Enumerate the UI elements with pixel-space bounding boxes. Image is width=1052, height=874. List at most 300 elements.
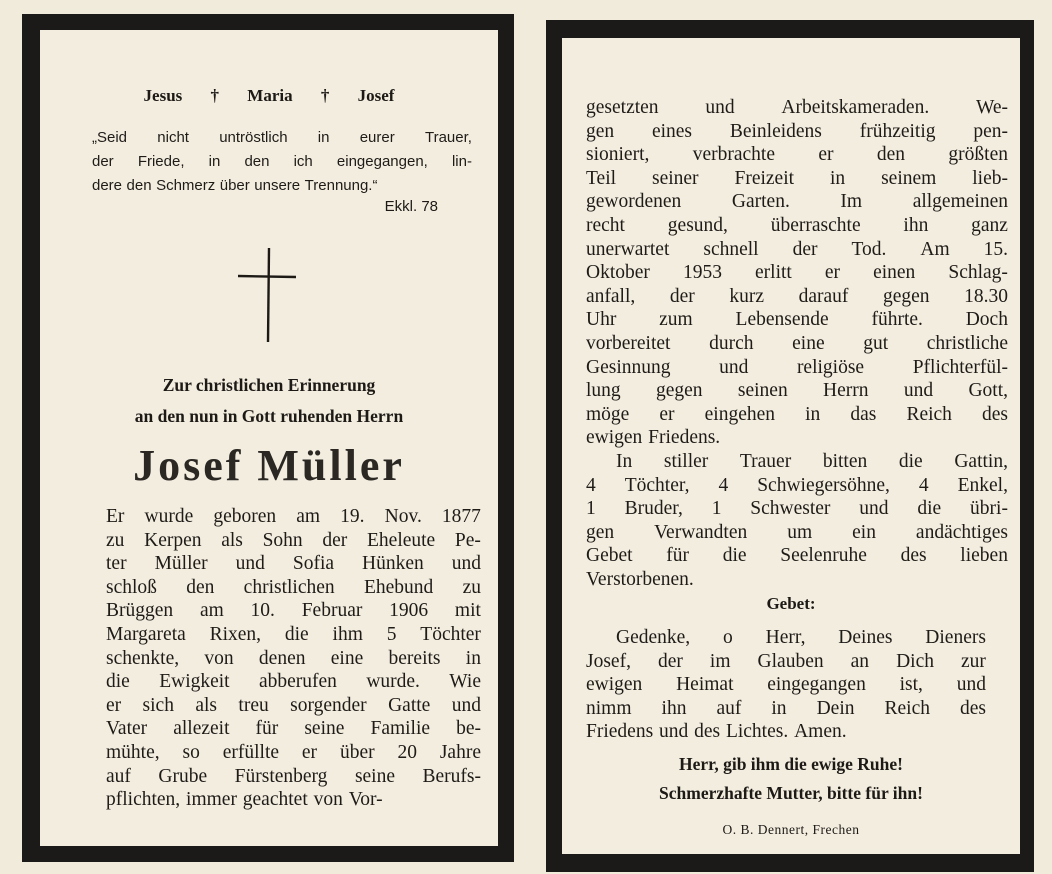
word: verbrachte bbox=[692, 144, 776, 166]
word: Er bbox=[106, 506, 125, 527]
word: überraschte bbox=[770, 214, 861, 236]
word: 4 bbox=[918, 474, 929, 496]
word: erlitt bbox=[755, 262, 792, 284]
word: ein bbox=[852, 521, 876, 543]
word: allgemeinen bbox=[912, 191, 1008, 213]
word: Vater bbox=[106, 718, 148, 740]
word: erfüllte bbox=[222, 741, 280, 763]
word: seinen bbox=[737, 380, 788, 402]
dagger-icon: † bbox=[320, 86, 330, 105]
text-line bbox=[586, 544, 1008, 568]
word: Eheleute bbox=[367, 529, 436, 551]
word: über bbox=[339, 741, 375, 763]
text-line bbox=[586, 697, 986, 721]
word: Verstorbenen. bbox=[586, 568, 694, 590]
word: auf bbox=[106, 765, 131, 787]
word: Gott, bbox=[968, 380, 1008, 402]
text-line bbox=[586, 673, 986, 697]
word: Verwandten bbox=[654, 521, 748, 543]
memorial-intro bbox=[40, 370, 498, 432]
word: Pe- bbox=[454, 529, 481, 551]
word: 1953 bbox=[682, 262, 722, 284]
text-line bbox=[586, 379, 1008, 403]
scripture-quote bbox=[92, 126, 472, 198]
text-line bbox=[586, 120, 1008, 144]
word: Trauer bbox=[739, 450, 792, 472]
word: mühte, bbox=[106, 741, 160, 763]
word: des bbox=[982, 403, 1008, 425]
word: recht bbox=[586, 214, 625, 236]
word: darauf bbox=[798, 285, 849, 307]
text-line bbox=[586, 474, 1008, 498]
word: We- bbox=[976, 97, 1008, 118]
word: schenkte, bbox=[106, 647, 180, 669]
word: Gedenke, bbox=[616, 627, 691, 648]
word: und bbox=[451, 694, 481, 716]
word: in bbox=[208, 153, 221, 170]
text-line bbox=[586, 650, 986, 674]
word: der bbox=[92, 153, 114, 170]
word: christlichen bbox=[243, 576, 335, 598]
word: ganz bbox=[971, 214, 1008, 236]
word: Brüggen bbox=[106, 600, 174, 622]
word: in bbox=[805, 403, 821, 425]
word: Februar bbox=[301, 600, 363, 622]
word: o bbox=[723, 627, 733, 648]
biography-continuation bbox=[586, 96, 1008, 450]
word: Enkel, bbox=[957, 474, 1008, 496]
word: nicht bbox=[157, 129, 189, 146]
word: frühzeitig bbox=[859, 120, 936, 142]
word: er bbox=[824, 262, 841, 284]
word: 1877 bbox=[441, 506, 481, 527]
text-line bbox=[586, 497, 1008, 521]
word: Dich bbox=[896, 650, 934, 672]
word: stiller bbox=[663, 450, 709, 472]
word: des bbox=[960, 697, 986, 719]
word: gesetzten bbox=[586, 97, 659, 118]
word: Trennung.“ bbox=[304, 177, 378, 194]
text-line bbox=[106, 529, 481, 553]
word: geachtet bbox=[242, 789, 308, 811]
closing-invocations bbox=[562, 750, 1020, 808]
word: für bbox=[666, 545, 690, 567]
word: eingegangen, bbox=[336, 153, 428, 170]
text-line bbox=[106, 576, 481, 600]
text-line bbox=[586, 238, 1008, 262]
word: gewordenen bbox=[586, 191, 682, 213]
word: Trauer, bbox=[424, 129, 472, 146]
closing-line-1: Herr, gib ihm die ewige Ruhe! bbox=[679, 754, 903, 774]
right-card-panel bbox=[546, 20, 1034, 872]
text-line bbox=[586, 720, 986, 744]
word: In bbox=[616, 450, 633, 472]
word: schloß bbox=[106, 576, 157, 598]
word: Herr, bbox=[765, 627, 806, 648]
word: Josef, bbox=[586, 650, 631, 672]
word: vorbereitet bbox=[586, 332, 671, 354]
word: Müller bbox=[154, 553, 208, 575]
text-line bbox=[92, 126, 472, 150]
word: ihn bbox=[903, 214, 929, 236]
word: übri- bbox=[970, 498, 1008, 520]
word: ihm bbox=[332, 623, 363, 645]
word: seinem bbox=[881, 167, 937, 189]
quote-reference: Ekkl. 78 bbox=[384, 198, 438, 215]
word: denen bbox=[258, 647, 306, 669]
word: ewigen bbox=[586, 674, 643, 696]
word: 15. bbox=[983, 238, 1008, 260]
word: und bbox=[659, 721, 689, 743]
word: gen bbox=[586, 120, 615, 142]
word: schnell bbox=[703, 238, 759, 260]
word: lieben bbox=[960, 545, 1008, 567]
word: Jahre bbox=[439, 741, 481, 763]
word: für bbox=[255, 718, 279, 740]
word: Friedens. bbox=[648, 427, 721, 449]
text-line bbox=[586, 450, 1008, 474]
printer-credit: O. B. Dennert, Frechen bbox=[722, 822, 860, 837]
word: Schwester bbox=[750, 498, 831, 520]
word: eingehen bbox=[704, 403, 776, 425]
word: den bbox=[126, 177, 152, 194]
word: nimm bbox=[586, 697, 632, 719]
text-line bbox=[106, 717, 481, 741]
word: be- bbox=[456, 718, 481, 740]
word: am bbox=[199, 600, 224, 622]
word: Gebet bbox=[586, 545, 633, 567]
word: Ehebund bbox=[363, 576, 434, 598]
word: Dieners bbox=[925, 627, 986, 648]
word: führte. bbox=[871, 309, 923, 331]
word: Pflichterfül- bbox=[912, 356, 1008, 378]
word: die bbox=[917, 498, 942, 520]
word: Im bbox=[840, 191, 863, 213]
text-line bbox=[586, 167, 1008, 191]
word: er bbox=[301, 741, 318, 763]
header-jesus-maria-josef bbox=[40, 86, 498, 106]
text-line bbox=[106, 647, 481, 671]
word: 10. bbox=[250, 600, 275, 622]
left-card-inner bbox=[40, 30, 498, 846]
header-josef: Josef bbox=[357, 86, 395, 105]
text-line bbox=[106, 552, 481, 576]
closing-line-2: Schmerzhafte Mutter, bitte für ihn! bbox=[659, 783, 923, 803]
word: 19. bbox=[340, 506, 365, 527]
word: Reich bbox=[906, 403, 952, 425]
word: Schmerz bbox=[156, 177, 216, 194]
word: ihn bbox=[661, 697, 687, 719]
word: pflichten, bbox=[106, 789, 181, 811]
word: anfall, bbox=[586, 285, 636, 307]
text-line bbox=[586, 521, 1008, 545]
text-line bbox=[586, 332, 1008, 356]
word: wurde. bbox=[366, 671, 420, 693]
word: gut bbox=[863, 332, 889, 354]
word: mit bbox=[454, 600, 481, 622]
word: Wie bbox=[449, 671, 481, 693]
word: Deines bbox=[838, 627, 893, 648]
word: seine bbox=[354, 765, 396, 787]
word: 1 bbox=[586, 498, 596, 520]
word: Freizeit bbox=[734, 167, 795, 189]
word: Gattin, bbox=[954, 450, 1008, 472]
word: die bbox=[722, 545, 747, 567]
text-line bbox=[106, 623, 481, 647]
word: so bbox=[182, 741, 200, 763]
word: andächtiges bbox=[915, 521, 1008, 543]
biography-text-left bbox=[106, 505, 481, 812]
word: lung bbox=[586, 380, 621, 402]
word: durch bbox=[709, 332, 754, 354]
word: in bbox=[317, 129, 330, 146]
word: Töchter, bbox=[624, 474, 690, 496]
word: gesund, bbox=[667, 214, 728, 236]
word: und bbox=[859, 498, 889, 520]
word: Reich bbox=[884, 697, 930, 719]
intro-line-1: Zur christlichen Erinnerung bbox=[162, 375, 376, 395]
word: der bbox=[669, 285, 695, 307]
word: Sohn bbox=[262, 529, 303, 551]
word: Friedens bbox=[586, 721, 654, 743]
word: gegen bbox=[882, 285, 930, 307]
text-line bbox=[586, 96, 1008, 120]
word: das bbox=[850, 403, 877, 425]
word: den bbox=[244, 153, 270, 170]
word: Doch bbox=[965, 309, 1008, 331]
deceased-name: Josef Müller bbox=[133, 441, 405, 490]
text-line bbox=[586, 261, 1008, 285]
word: bitten bbox=[822, 450, 868, 472]
text-line bbox=[106, 741, 481, 765]
word: wurde bbox=[144, 506, 194, 527]
word: als bbox=[221, 529, 243, 551]
word: einen bbox=[873, 262, 916, 284]
text-line bbox=[92, 174, 472, 198]
word: und bbox=[705, 97, 735, 118]
word: in bbox=[465, 647, 481, 669]
word: und bbox=[451, 553, 481, 575]
word: Gatte bbox=[388, 694, 431, 716]
word: zur bbox=[961, 650, 986, 672]
word: geboren bbox=[213, 506, 277, 527]
right-card-inner bbox=[562, 38, 1020, 854]
word: Am bbox=[920, 238, 950, 260]
word: Sofia bbox=[292, 553, 335, 575]
word: von bbox=[313, 789, 343, 811]
word: die bbox=[284, 623, 309, 645]
word: 1 bbox=[711, 498, 722, 520]
text-line bbox=[586, 403, 1008, 427]
word: untröstlich bbox=[219, 129, 288, 146]
word: dere bbox=[92, 177, 123, 194]
intro-line-2: an den nun in Gott ruhenden Herrn bbox=[134, 406, 404, 426]
left-card-panel bbox=[22, 14, 514, 862]
word: über bbox=[219, 177, 250, 194]
text-line bbox=[586, 308, 1008, 332]
word: des bbox=[900, 545, 927, 567]
word: er bbox=[106, 694, 122, 716]
word: die bbox=[106, 671, 130, 693]
word: 5 bbox=[386, 623, 397, 645]
header-jesus: Jesus bbox=[143, 86, 183, 105]
word: unerwartet bbox=[586, 238, 670, 260]
biography-text-right bbox=[586, 96, 1008, 591]
word: gegen bbox=[656, 380, 703, 402]
word: religiöse bbox=[796, 356, 865, 378]
word: eine bbox=[792, 332, 825, 354]
text-line bbox=[586, 285, 1008, 309]
word: 20 bbox=[397, 741, 417, 763]
word: Kerpen bbox=[144, 529, 202, 551]
word: er bbox=[659, 403, 675, 425]
word: und bbox=[903, 380, 934, 402]
word: um bbox=[787, 521, 813, 543]
word: Herrn bbox=[823, 380, 869, 402]
word: der bbox=[792, 238, 818, 260]
word: Grube bbox=[158, 765, 208, 787]
word: eingegangen bbox=[767, 674, 866, 696]
word: lin- bbox=[451, 153, 472, 170]
word: Garten. bbox=[731, 191, 790, 213]
word: den bbox=[876, 144, 906, 166]
word: Arbeitskameraden. bbox=[781, 97, 930, 118]
word: Schlag- bbox=[948, 262, 1008, 284]
word: gen bbox=[586, 521, 615, 543]
word: Bruder, bbox=[624, 498, 683, 520]
word: im bbox=[709, 650, 731, 672]
word: seiner bbox=[651, 167, 699, 189]
text-line bbox=[106, 670, 481, 694]
word: Hünken bbox=[362, 553, 424, 575]
text-line bbox=[586, 356, 1008, 380]
word: unsere bbox=[254, 177, 301, 194]
word: zu bbox=[106, 529, 125, 551]
word: Beinleidens bbox=[729, 120, 822, 142]
word: 4 bbox=[718, 474, 729, 496]
word: Vor- bbox=[348, 789, 383, 811]
word: treu bbox=[238, 694, 269, 716]
word: größten bbox=[948, 144, 1008, 166]
word: seine bbox=[304, 718, 345, 740]
latin-cross-icon bbox=[238, 248, 298, 342]
word: sioniert, bbox=[586, 144, 650, 166]
word: sich bbox=[142, 694, 174, 716]
word: ist, bbox=[899, 674, 923, 696]
word: pen- bbox=[973, 120, 1008, 142]
word: in bbox=[771, 697, 787, 719]
text-line bbox=[586, 568, 1008, 592]
word: Margareta bbox=[106, 623, 186, 645]
word: Lichtes. bbox=[725, 721, 789, 743]
word: Glauben bbox=[757, 650, 824, 672]
word: möge bbox=[586, 403, 630, 425]
word: Seelenruhe bbox=[780, 545, 867, 567]
dagger-icon: † bbox=[210, 86, 220, 105]
word: Nov. bbox=[384, 506, 422, 527]
word: 1906 bbox=[389, 600, 429, 622]
word: der bbox=[322, 529, 348, 551]
text-line bbox=[106, 765, 481, 789]
mourning-notice bbox=[586, 450, 1008, 592]
text-line bbox=[92, 150, 472, 174]
word: und bbox=[956, 674, 986, 696]
word: von bbox=[204, 647, 234, 669]
word: Schwiegersöhne, bbox=[757, 474, 890, 496]
word: abberufen bbox=[258, 671, 337, 693]
text-line bbox=[586, 626, 986, 650]
word: 18.30 bbox=[964, 285, 1008, 307]
word: Gesinnung bbox=[586, 356, 671, 378]
header-maria: Maria bbox=[247, 86, 293, 105]
word: an bbox=[850, 650, 870, 672]
word: Tod. bbox=[851, 238, 887, 260]
word: allezeit bbox=[173, 718, 230, 740]
word: Teil bbox=[586, 167, 617, 189]
word: Heimat bbox=[676, 674, 734, 696]
word: Familie bbox=[370, 718, 431, 740]
word: bereits bbox=[388, 647, 441, 669]
word: lieb- bbox=[972, 167, 1008, 189]
word: christliche bbox=[926, 332, 1008, 354]
word: am bbox=[296, 506, 321, 527]
word: Berufs- bbox=[422, 765, 481, 787]
word: Dein bbox=[816, 697, 855, 719]
word: ich bbox=[293, 153, 313, 170]
text-line bbox=[586, 214, 1008, 238]
word: als bbox=[195, 694, 218, 716]
word: der bbox=[657, 650, 683, 672]
word: Oktober bbox=[586, 262, 650, 284]
text-line bbox=[586, 426, 1008, 450]
word: eine bbox=[330, 647, 364, 669]
word: eines bbox=[651, 120, 693, 142]
word: des bbox=[694, 721, 721, 743]
word: 4 bbox=[586, 474, 596, 496]
word: Töchter bbox=[420, 623, 481, 645]
word: Rixen, bbox=[209, 623, 262, 645]
word: er bbox=[818, 144, 834, 166]
word: ter bbox=[106, 553, 127, 575]
word: immer bbox=[186, 789, 237, 811]
word: Friede, bbox=[137, 153, 185, 170]
word: Lebensende bbox=[735, 309, 829, 331]
word: sorgender bbox=[290, 694, 367, 716]
prayer-title: Gebet: bbox=[766, 594, 816, 613]
text-line bbox=[586, 190, 1008, 214]
word: den bbox=[186, 576, 215, 598]
word: in bbox=[829, 167, 846, 189]
word: Amen. bbox=[794, 721, 847, 743]
word: zu bbox=[462, 576, 481, 598]
text-line bbox=[106, 599, 481, 623]
text-line bbox=[106, 694, 481, 718]
word: eurer bbox=[359, 129, 395, 146]
prayer-text bbox=[586, 626, 986, 744]
word: Fürstenberg bbox=[234, 765, 328, 787]
word: die bbox=[898, 450, 923, 472]
word: und bbox=[719, 356, 749, 378]
text-line bbox=[106, 505, 481, 529]
word: zum bbox=[659, 309, 693, 331]
word: und bbox=[235, 553, 265, 575]
word: ewigen bbox=[586, 427, 643, 449]
text-line bbox=[586, 143, 1008, 167]
word: Ewigkeit bbox=[159, 671, 230, 693]
text-line bbox=[106, 788, 481, 812]
word: auf bbox=[716, 697, 742, 719]
word: Uhr bbox=[586, 309, 617, 331]
